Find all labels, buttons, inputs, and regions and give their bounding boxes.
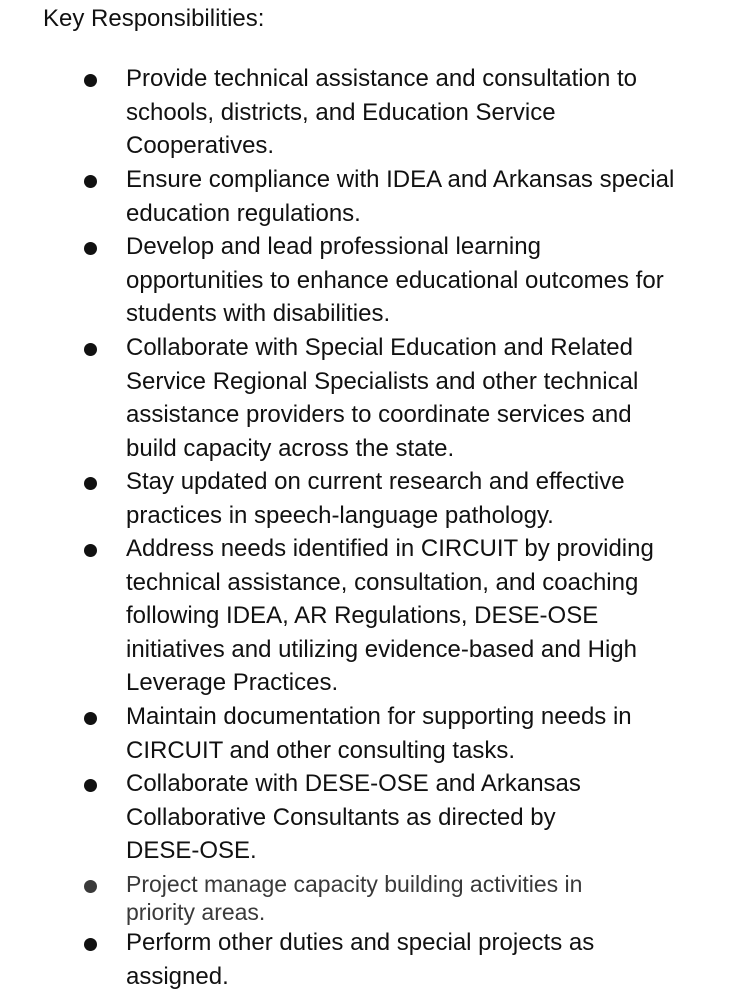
list-item-text: assistance providers to coordinate services and: [126, 401, 632, 428]
list-item-text: practices in speech-language pathology.: [126, 501, 554, 529]
list-item-text: build capacity across the state.: [126, 434, 455, 462]
section-heading: Key Responsibilities:: [43, 5, 265, 32]
list-item-text: Project manage capacity building activities in: [126, 871, 583, 897]
list-item-text: Collaborate with DESE-OSE and Arkansas: [126, 770, 581, 797]
bullet-icon: [84, 779, 97, 792]
bullet-icon: [84, 74, 97, 87]
list-item-text: DESE-OSE.: [126, 837, 257, 864]
bullet-icon: [84, 477, 97, 490]
list-item-text: education regulations.: [126, 199, 361, 227]
list-item-text: Stay updated on current research and effective: [126, 468, 625, 495]
list-item-text: Service Regional Specialists and other technical: [126, 367, 639, 395]
list-item-text: Cooperatives.: [126, 132, 275, 159]
list-item-text: Collaborate with Special Education and Related: [126, 334, 633, 361]
bullet-icon: [84, 544, 97, 557]
list-item-text: technical assistance, consultation, and coaching: [126, 568, 639, 596]
list-item-text: following IDEA, AR Regulations, DESE-OSE: [126, 602, 599, 629]
list-item-text: schools, districts, and Education Service: [126, 98, 556, 126]
list-item-text: Leverage Practices.: [126, 669, 339, 696]
list-item-text: students with disabilities.: [126, 300, 391, 327]
list-item-text: Address needs identified in CIRCUIT by providing: [126, 535, 654, 562]
bullet-icon: [84, 712, 97, 725]
bullet-icon: [84, 880, 97, 893]
list-item-text: Provide technical assistance and consultation to: [126, 65, 637, 92]
list-item-text: CIRCUIT and other consulting tasks.: [126, 736, 516, 764]
list-item-text: Perform other duties and special projects as: [126, 929, 595, 956]
list-item-text: priority areas.: [126, 899, 266, 925]
list-item-text: assigned.: [126, 962, 229, 990]
list-item-text: initiatives and utilizing evidence-based and High: [126, 635, 637, 663]
list-item-text: Maintain documentation for supporting needs in: [126, 703, 632, 730]
list-item-text: opportunities to enhance educational outcomes for: [126, 266, 664, 294]
bullet-icon: [84, 938, 97, 951]
list-item-text: Ensure compliance with IDEA and Arkansas special: [126, 166, 675, 193]
list-item-text: Collaborative Consultants as directed by: [126, 803, 556, 831]
bullet-icon: [84, 242, 97, 255]
list-item-text: Develop and lead professional learning: [126, 233, 541, 260]
bullet-icon: [84, 343, 97, 356]
bullet-icon: [84, 175, 97, 188]
